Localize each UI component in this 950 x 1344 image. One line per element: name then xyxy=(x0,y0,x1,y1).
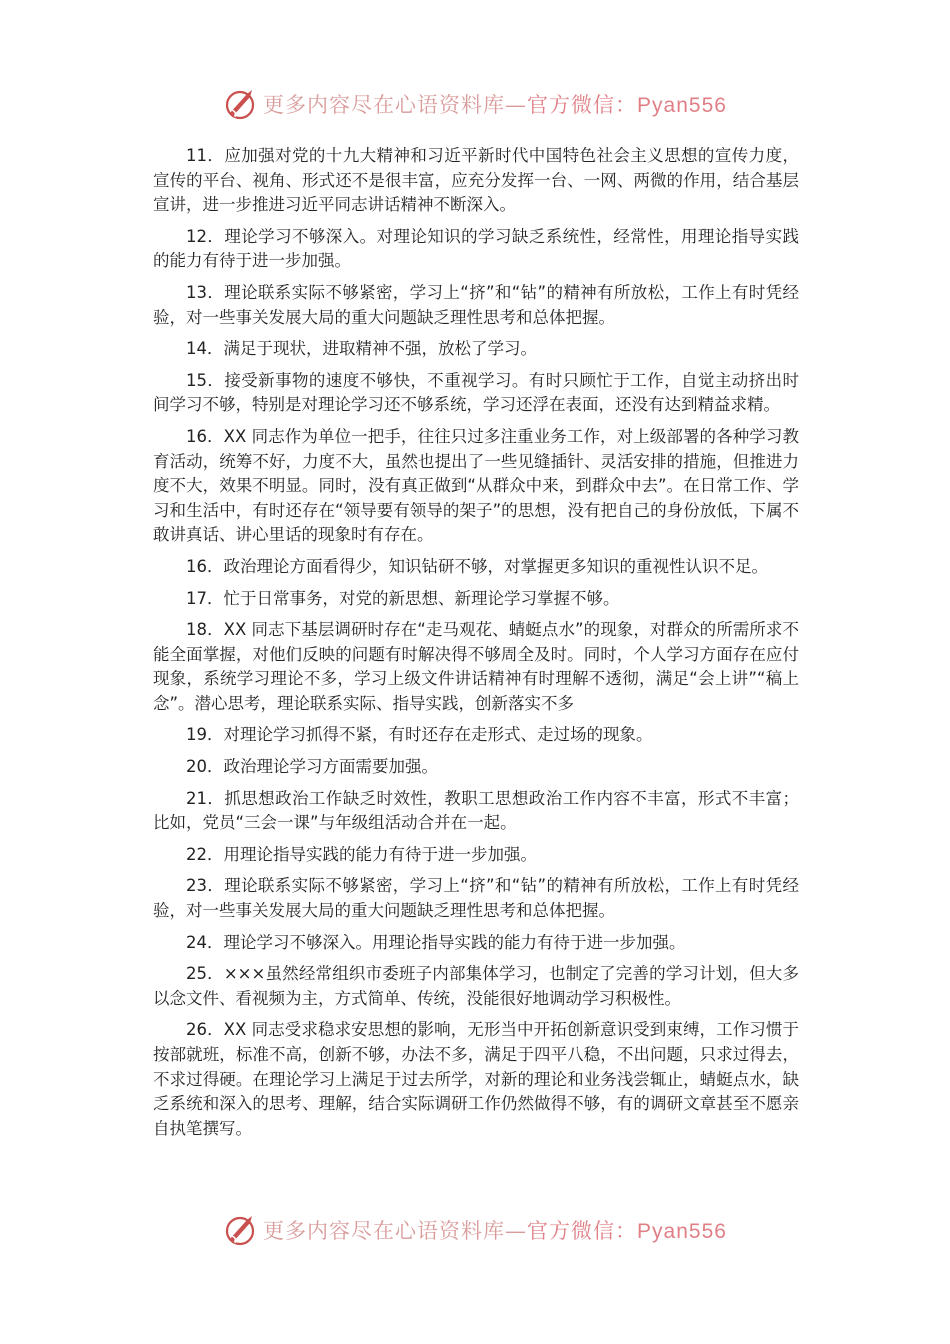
footer-banner xyxy=(0,1210,950,1250)
paragraph-12: 12．理论学习不够深入。对理论知识的学习缺乏系统性，经常性，用理论指导实践的能力有待于进一步加强。 xyxy=(153,226,799,271)
footer-wechat: 官方微信：Pyan556 xyxy=(527,1220,727,1243)
paragraph-20: 20．政治理论学习方面需要加强。 xyxy=(186,757,438,777)
document-body xyxy=(153,144,799,1148)
footer-slogan: 更多内容尽在心语资料库 xyxy=(263,1219,506,1243)
header-separator: — xyxy=(505,93,528,117)
paragraph-25: 25．×××虽然经常组织市委班子内部集体学习，也制定了完善的学习计划，但大多以念文件、看视频为主，方式简单、传统，没能很好地调动学习积极性。 xyxy=(153,964,799,1008)
pen-logo-icon xyxy=(223,1212,259,1248)
footer-banner-text xyxy=(263,1215,727,1245)
footer-separator: — xyxy=(505,1219,528,1243)
paragraph-23: 23．理论联系实际不够紧密，学习上“挤”和“钻”的精神有所放松，工作上有时凭经验，对一些事关发展大局的重大问题缺乏理性思考和总体把握。 xyxy=(153,876,799,921)
paragraph-11: 11．应加强对党的十九大精神和习近平新时代中国特色社会主义思想的宣传力度，宣传的平台、视角、形式还不是很丰富，应充分发挥一台、一网、两微的作用，结合基层宣讲，进一步推进习近平同志讲话精神不断深入。 xyxy=(153,146,799,215)
paragraph-13: 13．理论联系实际不够紧密，学习上“挤”和“钻”的精神有所放松，工作上有时凭经验，对一些事关发展大局的重大问题缺乏理性思考和总体把握。 xyxy=(153,282,799,327)
paragraph-16a: 16．XX 同志作为单位一把手，往往只过多注重业务工作，对上级部署的各种学习教育活动，统筹不好，力度不大，虽然也提出了一些见缝插针、灵活安排的措施，但推进力度不大，效果不明显。同时，没有真正做到“从群众中来，到群众中去”。在日常工作、学习和生活中，有时还存在“领导要有领导的架子”的思想，没有把自己的身份放低，下属不敢讲真话、讲心里话的现象时有存在。 xyxy=(153,426,799,545)
header-banner-text xyxy=(263,89,727,119)
paragraph-15: 15．接受新事物的速度不够快，不重视学习。有时只顾忙于工作，自觉主动挤出时间学习不够，特别是对理论学习还不够系统，学习还浮在表面，还没有达到精益求精。 xyxy=(153,370,799,415)
paragraph-26: 26．XX 同志受求稳求安思想的影响，无形当中开拓创新意识受到束缚，工作习惯于按部就班，标准不高，创新不够，办法不多，满足于四平八稳，不出问题，只求过得去，不求过得硬。在理论学习上满足于过去所学，对新的理论和业务浅尝辄止，蜻蜓点水，缺乏系统和深入的思考、理解，结合实际调研工作仍然做得不够，有的调研文章甚至不愿亲自执笔撰写。 xyxy=(153,1020,799,1138)
header-slogan: 更多内容尽在心语资料库 xyxy=(263,93,506,117)
paragraph-21: 21．抓思想政治工作缺乏时效性，教职工思想政治工作内容不丰富，形式不丰富；比如，党员“三会一课”与年级组活动合并在一起。 xyxy=(153,788,799,833)
pen-logo-icon xyxy=(223,86,259,122)
header-banner xyxy=(0,84,950,124)
paragraph-16b: 16．政治理论方面看得少，知识钻研不够，对掌握更多知识的重视性认识不足。 xyxy=(186,556,768,576)
paragraph-18: 18．XX 同志下基层调研时存在“走马观花、蜻蜓点水”的现象，对群众的所需所求不能全面掌握，对他们反映的问题有时解决得不够周全及时。同时，个人学习方面存在应付现象，系统学习理论不多，学习上级文件讲话精神有时理解不透彻，满足“会上讲”“稿上念”。潜心思考，理论联系实际、指导实践，创新落实不多 xyxy=(153,620,799,713)
paragraph-17: 17．忙于日常事务，对党的新思想、新理论学习掌握不够。 xyxy=(186,588,620,608)
header-wechat: 官方微信：Pyan556 xyxy=(527,94,727,117)
paragraph-19: 19．对理论学习抓得不紧，有时还存在走形式、走过场的现象。 xyxy=(186,725,653,745)
paragraph-14: 14．满足于现状，进取精神不强，放松了学习。 xyxy=(186,339,537,359)
paragraph-24: 24．理论学习不够深入。用理论指导实践的能力有待于进一步加强。 xyxy=(186,932,686,952)
paragraph-22: 22．用理论指导实践的能力有待于进一步加强。 xyxy=(186,844,537,864)
